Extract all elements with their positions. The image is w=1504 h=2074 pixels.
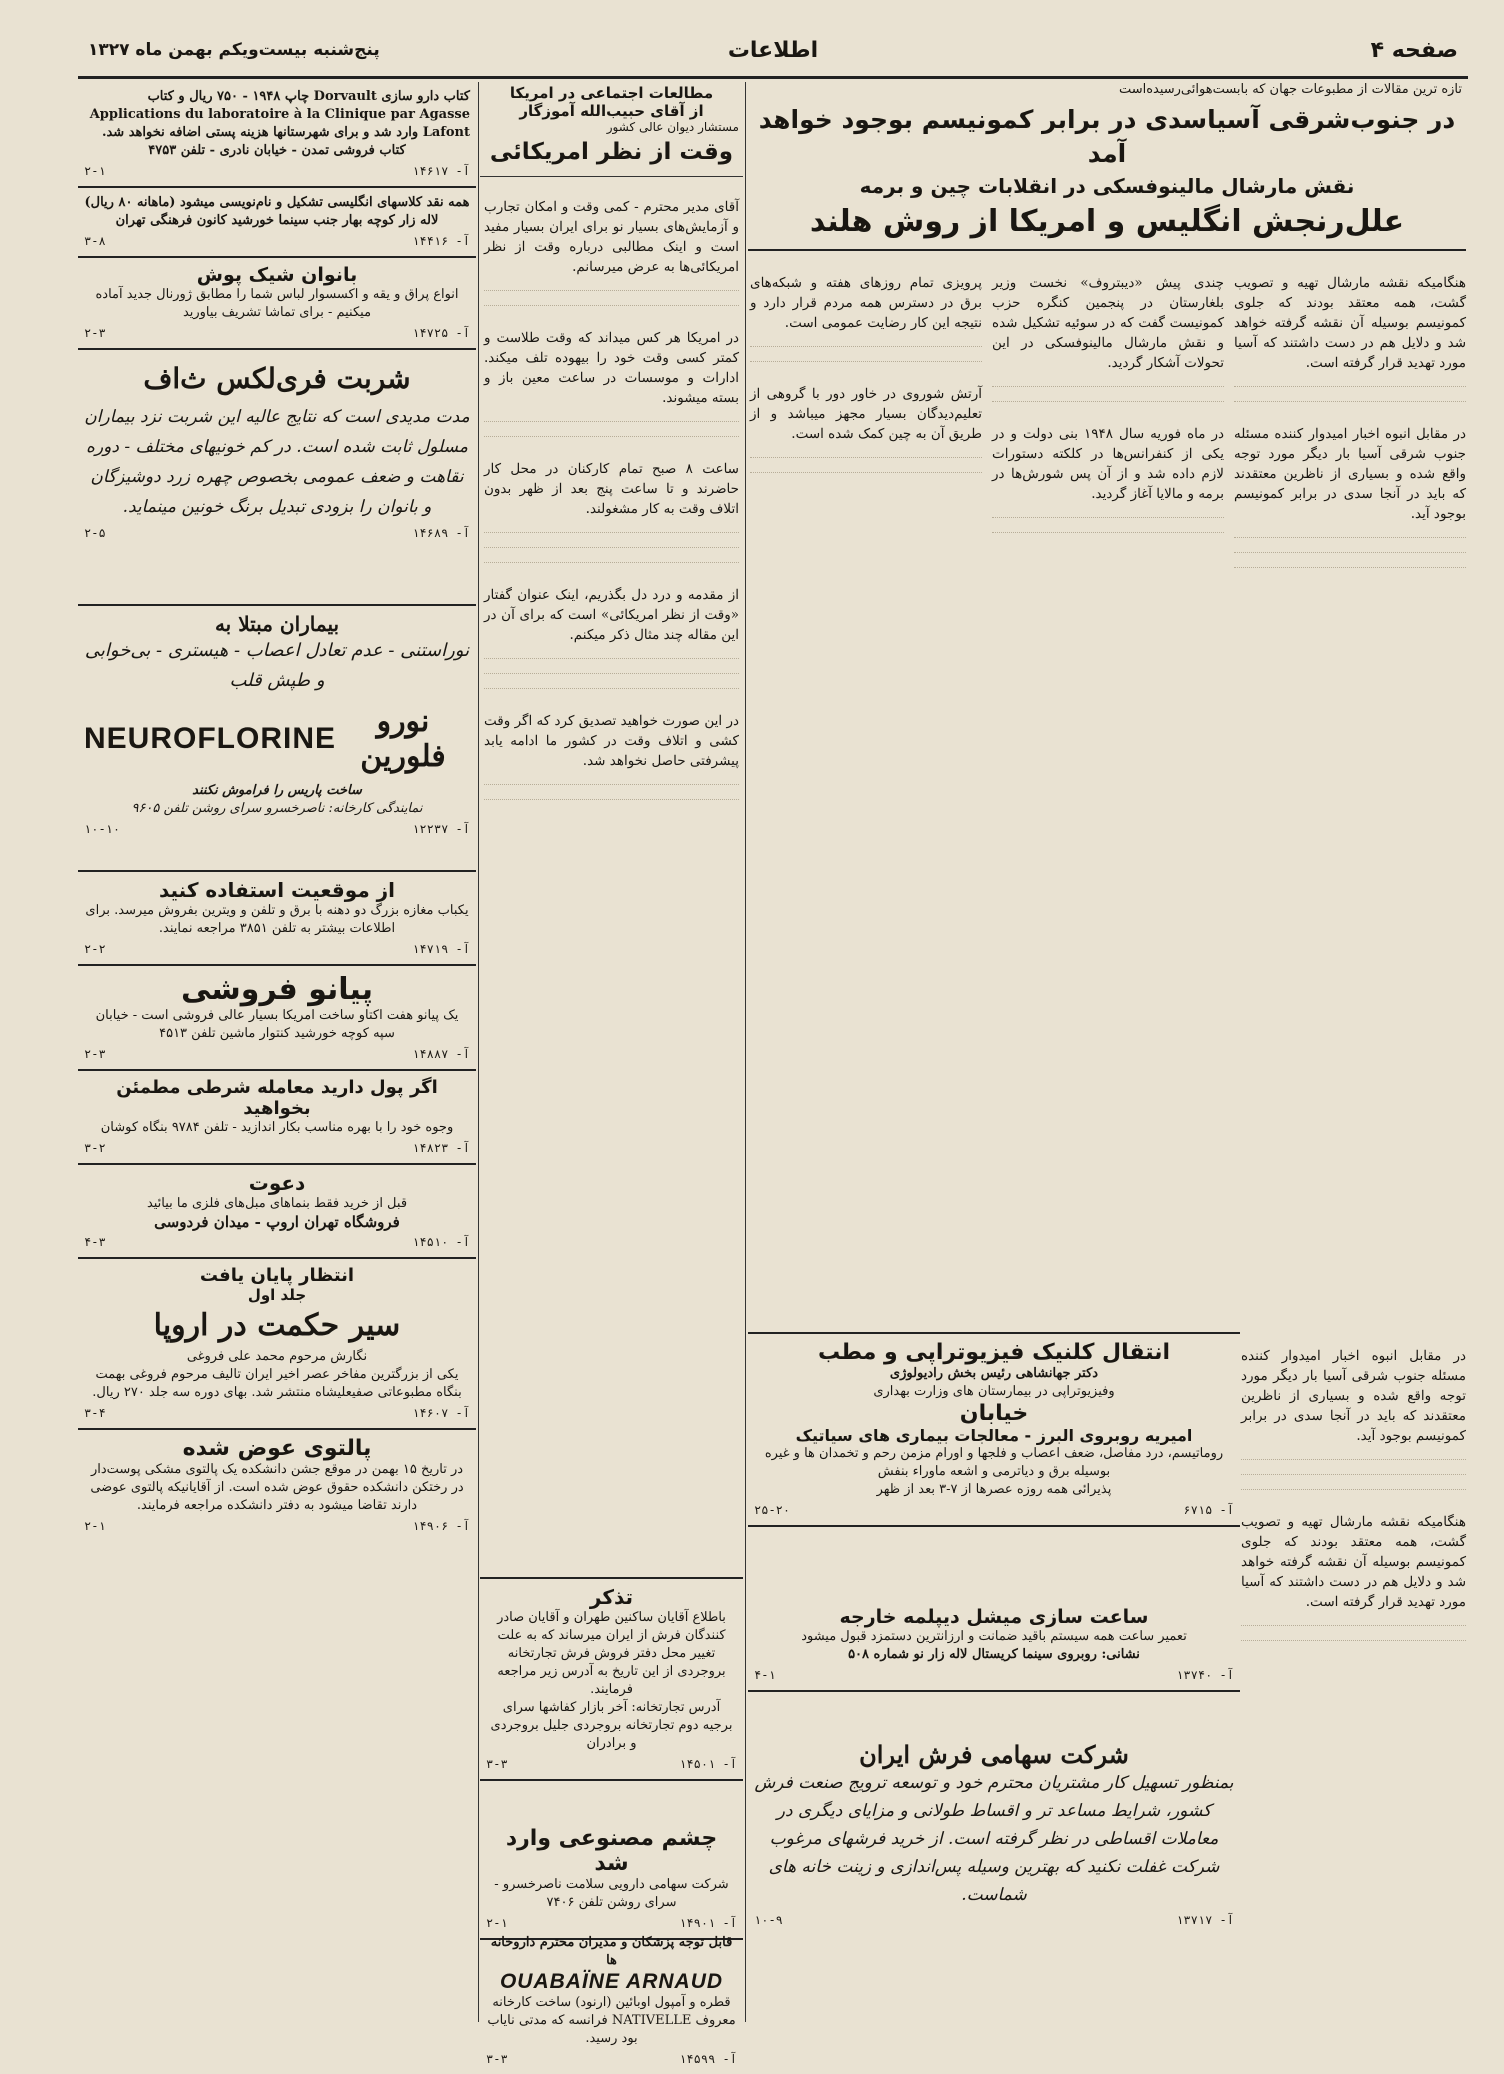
ad-body: در تاریخ ۱۵ بهمن در موقع جشن دانشکده یک پالتوی مشکی پوست‌دار در رختکن دانشکده حقوق عوض شده است. از آقایانیکه پالتوی عوضی دارند تقاضا میشود به دفتر دانشکده مراجعه فرمایند. (90, 1462, 464, 1513)
ad-code (84, 234, 470, 248)
text-line (484, 658, 739, 667)
article-subcolumn (992, 259, 1224, 582)
ad-code-run: ۳-۴ (84, 1406, 106, 1420)
ad-code-number: آ- ۱۴۷۲۵ (412, 326, 470, 340)
eye-body: شرکت سهامی دارویی سلامت ناصرخسرو - سرای روشن تلفن ۷۴۰۶ (494, 1877, 729, 1910)
ad-code-run: ۱۰-۱۰ (84, 822, 121, 836)
masthead (78, 32, 1468, 79)
ad-code (84, 1235, 470, 1249)
ad-code-run: ۳-۳ (486, 1757, 508, 1771)
text-line (1241, 1640, 1466, 1649)
ad-code-run: ۲-۱ (486, 1916, 508, 1930)
article-paragraph: هنگامیکه نقشه مارشال تهیه و تصویب گشت، همه معتقد بودند که جلوی کمونیسم بوسیله آن نقشه گرفته خواهد شد و دلایل هم در دست داشتند که آسیا مورد تهدید قرار گرفته است. (1241, 1513, 1466, 1610)
english-class-ad (78, 188, 476, 258)
ad-code-run: ۲۵-۲۰ (754, 1503, 791, 1517)
ad-title: بانوان شیک پوش (196, 264, 358, 286)
ad-code-number: آ- ۶۷۱۵ (1183, 1503, 1234, 1517)
ad-code-number: آ- ۱۴۹۰۱ (679, 1916, 737, 1930)
book-heading: انتظار پایان یافت (199, 1265, 355, 1286)
ad-store: فروشگاه تهران اروپ - میدان فردوسی (154, 1213, 400, 1231)
column-rule (478, 82, 479, 2022)
ad-code (84, 526, 470, 540)
clinic-ad (748, 1332, 1240, 1527)
text-line (1241, 1474, 1466, 1483)
text-line (484, 784, 739, 793)
text-line (1241, 1489, 1466, 1498)
ad-code-number: آ- ۱۴۶۱۷ (412, 164, 470, 178)
clinic-title: انتقال کلنیک فیزیوتراپی و مطب (817, 1340, 1170, 1365)
text-line (484, 673, 739, 682)
ad-code-run: ۲-۳ (84, 1047, 106, 1061)
ad-code-run: ۴-۱ (754, 1668, 776, 1682)
book-body: یکی از بزرگترین مفاخر عصر اخیر ایران تالیف مرحوم فروغی بهمت بنگاه مطبوعاتی صفیعلیشاه منتشر شد. بهای دوره سه جلد ۲۷۰ ریال. (92, 1367, 462, 1400)
section-title: مطالعات اجتماعی در امریکا (509, 84, 714, 102)
ad-code-number: آ- ۱۴۷۱۹ (412, 942, 470, 956)
text-line (992, 532, 1224, 541)
clinic-address: امیریه روبروی البرز - معالجات بیماری های سیاتیک (795, 1426, 1193, 1445)
carpet-body: بمنظور تسهیل کار مشتریان محترم خود و توسعه ترویج صنعت فرش کشور، شرایط مساعد تر و اقساط طولانی و مزایای دیگری در معاملات اقساطی در نظر گرفته است. از خرید فرشهای مرغوب شرکت غفلت نکنید که بهترین وسیله پس‌اندازی و زینت خانه های شماست. (754, 1773, 1234, 1905)
headline-tertiary: علل‌رنجش انگلیس و امریکا از روش هلند (748, 201, 1466, 251)
article-paragraph: از مقدمه و درد دل بگذریم، اینک عنوان گفتار «وقت از نظر امریکائی» است که برای آن در این مقاله چند مثال ذکر میکنم. (484, 586, 739, 643)
article-paragraph: آقای مدیر محترم - کمی وقت و امکان تجارب و آزمایش‌های بسیار نو برای ایران بسیار مفید است و اینک مطالبی درباره وقت از نظر امریکائی‌ها به عرض میرسانم. (484, 198, 739, 275)
pharmacy-book-ad (78, 82, 476, 188)
invitation-ad (78, 1165, 476, 1259)
ad-code-number: آ- ۱۴۵۹۹ (679, 2052, 737, 2066)
article-kicker: تازه ترین مقالات از مطبوعات جهان که بابست‌هوائی‌رسیده‌است (1118, 82, 1462, 97)
ad-code (84, 1141, 470, 1155)
ad-code (754, 1668, 1234, 1682)
text-line (484, 421, 739, 430)
article-paragraph: آرتش شوروی در خاور دور با گروهی از تعلیم‌دیدگان بسیار مجهز میباشد و از طریق آن به چین کمک شده است. (750, 385, 982, 442)
syrup-title: شربت فری‌لکس ث‌اف (143, 362, 411, 395)
ad-code-run: ۳-۲ (84, 1141, 106, 1155)
ad-code-number: آ- ۱۴۵۰۱ (679, 1757, 737, 1771)
ad-code-number: آ- ۱۴۶۸۹ (412, 526, 470, 540)
text-line (1241, 1625, 1466, 1634)
article-title: وقت از نظر امریکائی (489, 139, 734, 165)
article-paragraph: در این صورت خواهید تصدیق کرد که اگر وقت کشی و اتلاف وقت در کشور ما ادامه یابد پیشرفتی حاصل نخواهد شد. (484, 712, 739, 769)
ad-code (84, 1519, 470, 1533)
eye-title: چشم مصنوعی وارد شد (505, 1826, 718, 1876)
middle-article-column (480, 82, 743, 2066)
article-paragraph: در مقابل انبوه اخبار امیدوار کننده مسئله جنوب شرقی آسیا بار دیگر مورد توجه واقع شده و بسیاری از ناظرین معتقدند که باید در آنجا سدی در برابر کمونیسم بوجود آید. (1241, 1347, 1466, 1444)
ad-code (84, 1047, 470, 1061)
article-paragraph: در امریکا هر کس میداند که وقت طلاست و کمتر کسی وقت خود را بیهوده تلف میکند. ادارات و موسسات در ساعت معین باز و بسته میشوند. (484, 329, 739, 406)
text-line (992, 517, 1224, 526)
text-line (992, 401, 1224, 410)
text-line (484, 305, 739, 314)
byline-role: مستشار دیوان عالی کشور (606, 120, 739, 134)
text-line (1234, 552, 1466, 561)
ad-code-run: ۱۰-۹ (754, 1913, 783, 1927)
ouabaine-body: قطره و آمپول اوبائین (ارنود) ساخت کارخانه معروف NATIVELLE فرانسه که مدتی نایاب بود رسید. (487, 1995, 736, 2046)
issue-date: پنج‌شنبه بیست‌ویکم بهمن ماه ۱۳۲۷ (88, 40, 380, 60)
book-volume: جلد اول (247, 1286, 307, 1304)
text-line (484, 532, 739, 541)
text-line (992, 386, 1224, 395)
artificial-eye-ad (480, 1820, 743, 1940)
neuro-agent: نمایندگی کارخانه: ناصرخسرو سرای روشن تلفن ۹۶۰۵ (131, 801, 423, 816)
lost-coat-ad (78, 1430, 476, 1541)
syrup-body: مدت مدیدی است که نتایج عالیه این شربت نزد بیماران مسلول ثابت شده است. در کم خونیهای مختلف - دوره نقاهت و ضعف عمومی بخصوص چهره زرد دوشیزگان و بانوان را بزودی تبدیل برنگ خونین مینماید. (84, 407, 470, 517)
text-line (1234, 401, 1466, 410)
article-continuation (1241, 1332, 1466, 1655)
text-line (750, 361, 982, 370)
article-paragraph: پرویزی تمام روزهای هفته و شبکه‌های برق در دسترس همه مردم قرار دارد و نتیجه این کار رضایت عمومی است. (750, 274, 982, 331)
ad-code-run: ۴-۳ (84, 1235, 106, 1249)
watch-body: تعمیر ساعت همه سیستم باقید ضمانت و ارزانترین دستمزد قبول میشود (801, 1629, 1187, 1644)
middle-article-body (480, 177, 743, 820)
ad-body: کتاب دارو سازی Dorvault چاپ ۱۹۴۸ - ۷۵۰ ریال و کتاب Applications du laboratoire à la Clinique par Agasse Lafont وارد شد و برای شهرستانها هزینه پستی اضافه نخواهد شد. (89, 89, 470, 140)
article-paragraph: چندی پیش «دیبتروف» نخست وزیر بلغارستان در پنجمین کنگره حزب کمونیست گفت که در سوئیه تشکیل شده و نقش مارشال مالینوفسکی در این تحولات آشکار گردید. (992, 274, 1224, 371)
text-line (484, 688, 739, 697)
ad-code (84, 326, 470, 340)
headline-secondary: نقش مارشال مالینوفسکی در انقلابات چین و برمه (859, 174, 1355, 198)
ad-title: دعوت (248, 1171, 306, 1195)
notice-body: باطلاع آقایان ساکنین طهران و آقایان صادر کنندگان فرش از ایران میرساند که به علت تغییر محل دفتر فروش فرش تجارتخانه بروجردی از این تاریخ به آدرس زیر مراجعه فرمایند. (497, 1610, 726, 1697)
text-line (484, 799, 739, 808)
carpet-title: شرکت سهامی فرش ایران (859, 1740, 1129, 1769)
ad-code (486, 1757, 737, 1771)
article-subcolumn (750, 259, 982, 582)
ad-title: پالتوی عوض شده (182, 1436, 372, 1461)
ad-code-number: آ- ۱۴۸۲۳ (412, 1141, 470, 1155)
text-line (484, 436, 739, 445)
ad-body: همه نقد کلاسهای انگلیسی تشکیل و نام‌نویسی میشود (ماهانه ۸۰ ریال) لاله زار کوچه بهار جنب سینما خورشید کانون فرهنگی تهران (84, 195, 470, 228)
watch-address: نشانی: روبروی سینما کریستال لاله زار نو شماره ۵۰۸ (848, 1647, 1140, 1662)
neuro-brand: NEUROFLORINE (84, 722, 336, 755)
neuro-brand-fa: نورو فلورین (360, 704, 446, 774)
article-paragraph: هنگامیکه نقشه مارشال تهیه و تصویب گشت، همه معتقد بودند که جلوی کمونیسم بوسیله آن نقشه گرفته خواهد شد و دلایل هم در دست داشتند که آسیا مورد تهدید قرار گرفته است. (1234, 274, 1466, 371)
ad-code-run: ۲-۵ (84, 526, 106, 540)
ad-body: قبل از خرید فقط بنماهای مبل‌های فلزی ما بیائید (146, 1196, 408, 1211)
ad-code-run: ۲-۱ (84, 1519, 106, 1533)
text-line (750, 472, 982, 481)
text-line (750, 457, 982, 466)
ad-title: از موقعیت استفاده کنید (158, 878, 396, 902)
paper-name: اطلاعات (727, 38, 819, 63)
ad-code-number: آ- ۱۴۸۸۷ (412, 1047, 470, 1061)
ad-code-number: آ- ۱۲۲۳۷ (412, 822, 470, 836)
byline: از آقای حبیب‌الله آموزگار (519, 102, 704, 120)
text-line (1241, 1459, 1466, 1468)
ad-code-number: آ- ۱۴۶۰۷ (412, 1406, 470, 1420)
ouabaine-ad (480, 1928, 743, 2074)
text-line (484, 562, 739, 571)
carpet-company-ad (748, 1734, 1240, 1935)
clinic-doctor: دکتر جهانشاهی رئیس بخش رادیولوژی (889, 1366, 1099, 1381)
ad-code (84, 822, 470, 836)
column-rule (745, 82, 746, 2022)
clinic-subtitle: وفیزیوتراپی در بیمارستان های وزارت بهداری (873, 1384, 1115, 1399)
clinic-street: خیابان (959, 1401, 1029, 1426)
ad-store: کتاب فروشی تمدن - خیابان نادری - تلفن ۴۷۵۳ (148, 143, 406, 158)
ad-code-run: ۳-۸ (84, 234, 106, 248)
ad-code-number: آ- ۱۴۴۱۶ (412, 234, 470, 248)
text-line (1234, 537, 1466, 546)
ad-code-run: ۲-۲ (84, 942, 106, 956)
clinic-hours: پذیرائی همه روزه عصرها از ۷-۳ بعد از ظهر (876, 1482, 1112, 1497)
book-author: نگارش مرحوم محمد علی فروغی (186, 1349, 368, 1364)
neuro-body: نوراستنی - عدم تعادل اعصاب - هیستری - بی‌خوابی و طپش قلب (84, 640, 470, 691)
page-number: صفحه ۴ (1370, 38, 1458, 63)
article-text-columns (748, 259, 1466, 582)
notice-address: آدرس تجارتخانه: آخر بازار کفاشها سرای برجیه دوم تجارتخانه بروجردی جلیل بروجردی و برادران (490, 1700, 733, 1751)
ouabaine-heading: قابل توجه پزشکان و مدیران محترم داروخانه ها (490, 1935, 733, 1968)
text-line (484, 547, 739, 556)
text-line (484, 290, 739, 299)
book-title: سیر حکمت در اروپا (153, 1308, 401, 1343)
investment-ad (78, 1071, 476, 1165)
neuro-heading: بیماران مبتلا به (214, 612, 340, 636)
ad-title: پیانو فروشی (180, 972, 374, 1007)
notice-box (480, 1577, 743, 1781)
neuroflorine-ad (78, 606, 476, 872)
ad-code (84, 164, 470, 178)
neuro-brand-row (84, 704, 470, 774)
ad-code-number: آ- ۱۳۷۱۷ (1176, 1913, 1234, 1927)
watchmaker-ad (748, 1600, 1240, 1692)
ad-code-run: ۲-۱ (84, 164, 106, 178)
article-header (480, 82, 743, 177)
ad-code-run: ۳-۳ (486, 2052, 508, 2066)
main-article-column (748, 82, 1466, 2022)
ad-code (486, 2052, 737, 2066)
neuro-maker: ساخت پاریس را فراموش نکنند (192, 783, 362, 798)
fashion-ad (78, 258, 476, 350)
ouabaine-brand: OUABAÏNE ARNAUD (499, 1970, 724, 1993)
ad-code (84, 1406, 470, 1420)
ad-body: وجوه خود را با بهره مناسب بکار اندازید - تلفن ۹۷۸۴ بنگاه کوشان (100, 1120, 454, 1135)
ad-body: یک پیانو هفت اکتاو ساخت امریکا بسیار عالی فروشی است - خیابان سپه کوچه خورشید کنتوار ماشین تلفن ۴۵۱۳ (95, 1008, 459, 1041)
ad-code (84, 942, 470, 956)
ad-code (754, 1913, 1234, 1927)
ad-code-run: ۲-۳ (84, 326, 106, 340)
ad-code-number: آ- ۱۴۵۱۰ (412, 1235, 470, 1249)
notice-title: تذکر (589, 1585, 634, 1609)
classifieds-column (78, 82, 476, 2022)
headline-primary: در جنوب‌شرقی آسیا‌سدی در برابر کمونیسم بوجود خواهد آمد (758, 105, 1456, 168)
opportunity-ad (78, 872, 476, 966)
article-subcolumn (1234, 259, 1466, 582)
article-paragraph: ساعت ۸ صبح تمام کارکنان در محل کار حاضرند و تا ساعت پنج بعد از ظهر بدون اتلاف وقت به کار مشغولند. (484, 460, 739, 517)
text-line (1234, 567, 1466, 576)
book-release-ad (78, 1259, 476, 1430)
newspaper-page (78, 32, 1468, 2066)
text-line (1234, 386, 1466, 395)
article-paragraph: در مقابل انبوه اخبار امیدوار کننده مسئله جنوب شرقی آسیا بار دیگر مورد توجه واقع شده و بسیاری از ناظرین معتقدند که باید در آنجا سدی در برابر کمونیسم بوجود آید. (1234, 425, 1466, 522)
ad-body: یکباب مغازه بزرگ دو دهنه با برق و تلفن و ویترین بفروش میرسد. برای اطلاعات بیشتر به تلفن ۳۸۵۱ مراجعه نمایند. (85, 903, 469, 936)
ad-body: انواع پراق و یقه و اکسسوار لباس شما را مطابق ژورنال جدید آماده میکنیم - برای تماشا تشریف بیاورید (95, 287, 459, 320)
text-line (750, 346, 982, 355)
piano-ad (78, 966, 476, 1071)
ad-title: اگر پول دارید معامله شرطی مطمئن بخواهید (116, 1077, 438, 1119)
clinic-description: روماتیسم، درد مفاصل، ضعف اعصاب و فلجها و اورام مزمن رحم و تخمدان ها و غیره بوسیله برق و دیاترمی و اشعه ماوراء بنفش (764, 1446, 1224, 1479)
syrup-ad (78, 350, 476, 606)
article-paragraph: در ماه فوریه سال ۱۹۴۸ بنی دولت و در یکی از کنفرانس‌ها در کلکته دستورات لازم داده شد و از آن پس شورش‌ها در برمه و مالایا آغاز گردید. (992, 425, 1224, 502)
ad-code-number: آ- ۱۴۹۰۶ (412, 1519, 470, 1533)
ad-code (754, 1503, 1234, 1517)
watch-title: ساعت سازی میشل دیپلمه خارجه (839, 1606, 1149, 1628)
ad-code-number: آ- ۱۳۷۴۰ (1176, 1668, 1234, 1682)
